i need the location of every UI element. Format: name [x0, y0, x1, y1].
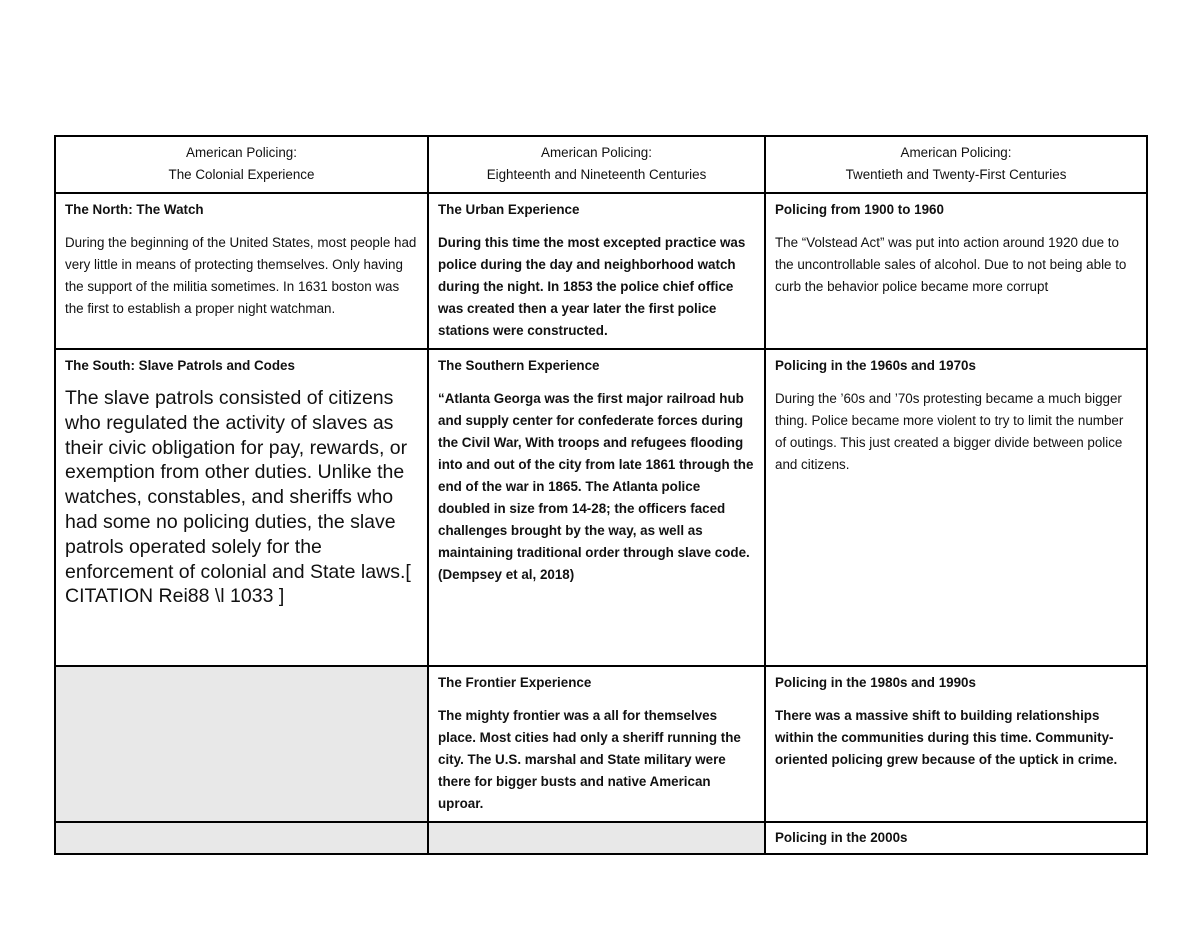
cell-urban-experience — [428, 193, 765, 349]
policing-comparison-table — [54, 135, 1148, 855]
cell-body: The slave patrols consisted of citizens who regulated the activity of slaves as their civic obligation for pay, rewards, or exemption from other duties. Unlike the watches, constables, and sheriffs who had some no policing duties, the slave patrols operated solely for the enforcement of colonial and State laws.[ CITATION Rei88 \l 1033 ] — [65, 387, 411, 608]
cell-empty-shaded — [55, 666, 428, 822]
header-colonial — [55, 136, 428, 193]
cell-body: During the beginning of the United States, most people had very little in means of protecting themselves. Only having the support of the militia sometimes. In 1631 boston was the first to establish a proper night watchman. — [65, 235, 417, 316]
cell-body: During the ’60s and ’70s protesting became a much bigger thing. Police became more violent to try to limit the number of outings. This just created a bigger divide between police and citizens. — [775, 391, 1124, 472]
header-20th-21st-line2: Twentieth and Twenty-First Centuries — [845, 167, 1067, 182]
header-row — [55, 136, 1147, 193]
cell-empty-shaded — [55, 822, 428, 854]
header-18th-19th — [428, 136, 765, 193]
cell-policing-1900-1960 — [765, 193, 1147, 349]
cell-southern-experience — [428, 349, 765, 666]
cell-body: “Atlanta Georga was the first major railroad hub and supply center for confederate forces during the Civil War, With troops and refugees flooding into and out of the city from late 1861 through the end of the war in 1865. The Atlanta police doubled in size from 14-28; the officers faced challenges brought by the way, as well as maintaining traditional order through slave code. (Dempsey et al, 2018) — [438, 391, 754, 582]
cell-body: The “Volstead Act” was put into action around 1920 due to the uncontrollable sales of alcohol. Due to not being able to curb the behavior police became more corrupt — [775, 235, 1127, 294]
header-18th-19th-line1: American Policing: — [541, 145, 652, 160]
header-18th-19th-line2: Eighteenth and Nineteenth Centuries — [486, 167, 707, 182]
cell-title: Policing in the 1960s and 1970s — [775, 358, 976, 373]
table-row — [55, 822, 1147, 854]
header-20th-21st-line1: American Policing: — [900, 145, 1012, 160]
table-row — [55, 193, 1147, 349]
cell-title: Policing in the 2000s — [775, 830, 908, 845]
cell-title: The North: The Watch — [65, 202, 204, 217]
cell-frontier-experience — [428, 666, 765, 822]
cell-title: The Urban Experience — [438, 202, 580, 217]
cell-title: The South: Slave Patrols and Codes — [65, 358, 295, 373]
cell-empty-shaded — [428, 822, 765, 854]
cell-policing-1980s-1990s — [765, 666, 1147, 822]
cell-body: There was a massive shift to building relationships within the communities during this time. Community-oriented policing grew because of the uptick in crime. — [775, 708, 1118, 767]
header-colonial-line2: The Colonial Experience — [168, 167, 315, 182]
header-20th-21st — [765, 136, 1147, 193]
cell-policing-2000s — [765, 822, 1147, 854]
cell-body: During this time the most excepted practice was police during the day and neighborhood watch during the night. In 1853 the police chief office was created then a year later the first police stations were constructed. — [438, 235, 746, 338]
cell-title: The Southern Experience — [438, 358, 600, 373]
cell-north-watch — [55, 193, 428, 349]
cell-policing-1960s-1970s — [765, 349, 1147, 666]
cell-south-slave-patrols — [55, 349, 428, 666]
table-row — [55, 666, 1147, 822]
cell-title: The Frontier Experience — [438, 675, 592, 690]
header-colonial-line1: American Policing: — [186, 145, 297, 160]
table-row — [55, 349, 1147, 666]
cell-body: The mighty frontier was a all for themselves place. Most cities had only a sheriff running the city. The U.S. marshal and State military were there for bigger busts and native American uproar. — [438, 708, 741, 811]
cell-title: Policing in the 1980s and 1990s — [775, 675, 976, 690]
cell-title: Policing from 1900 to 1960 — [775, 202, 944, 217]
